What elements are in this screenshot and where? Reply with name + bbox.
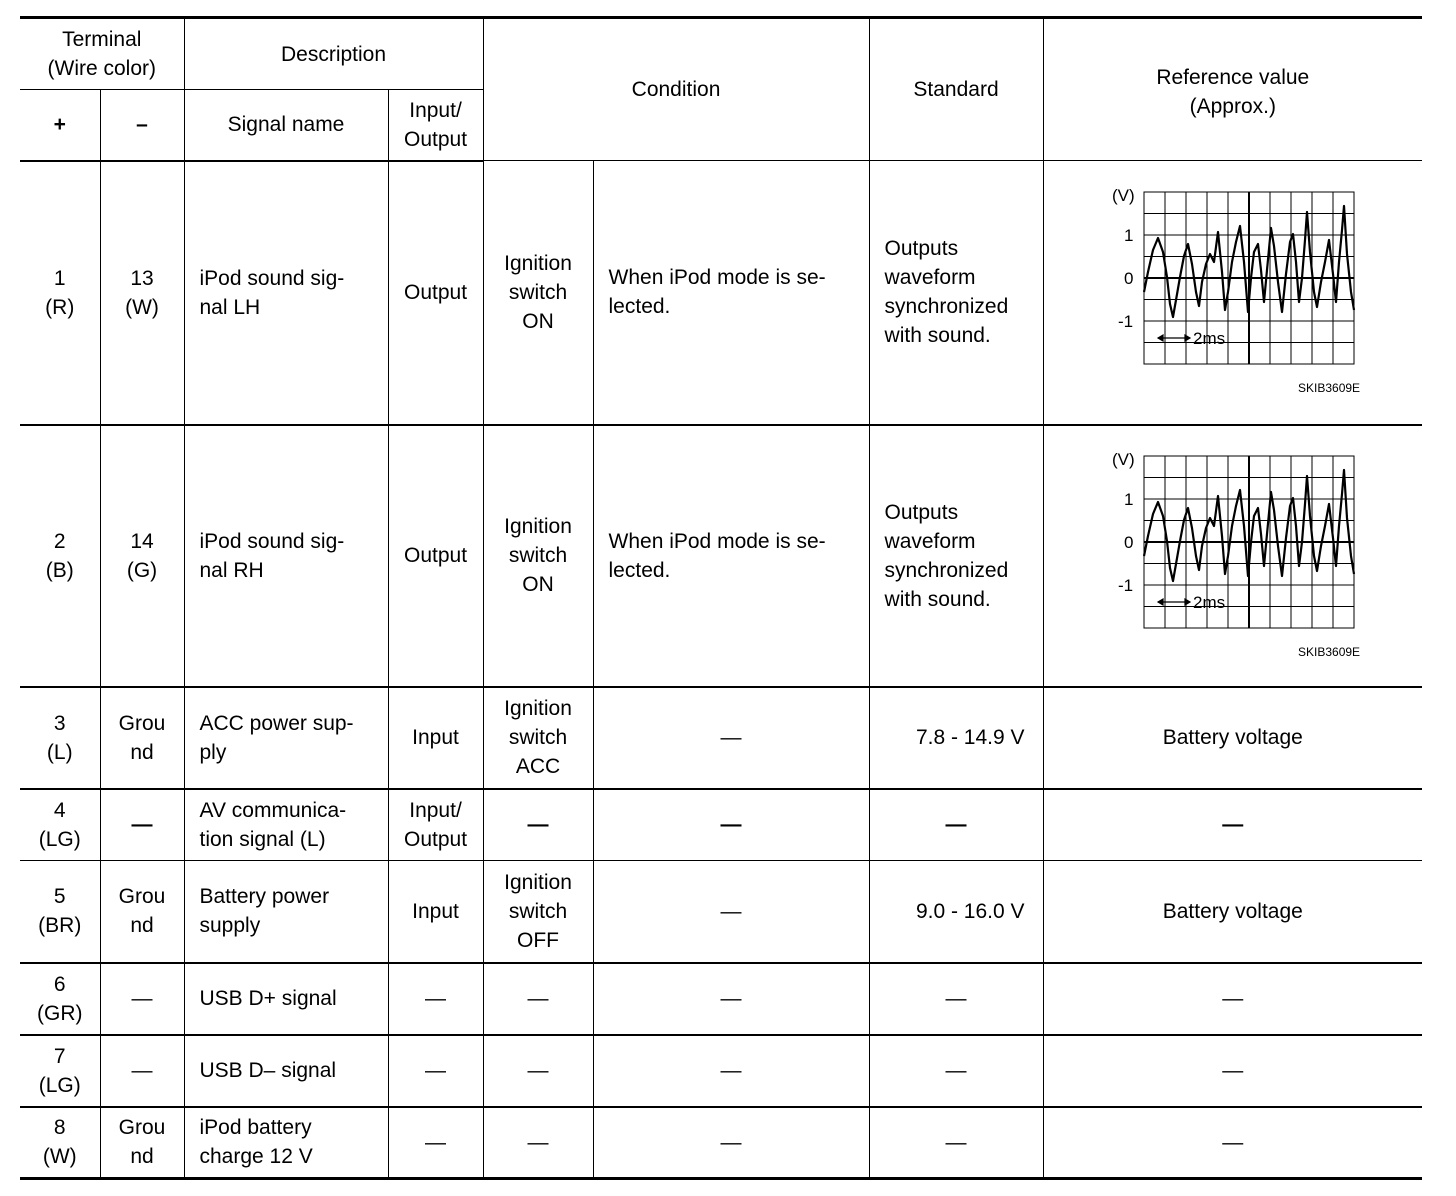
waveform-graph — [1098, 182, 1368, 402]
signal-name: ACC power sup- ply — [184, 687, 388, 789]
table-row — [20, 789, 1422, 861]
input-output: Input — [388, 687, 483, 789]
input-output: Input/ Output — [388, 789, 483, 861]
table-row — [20, 161, 1422, 425]
reference-value: — — [1043, 963, 1422, 1035]
header-reference: Reference value (Approx.) — [1043, 18, 1422, 161]
waveform-graph — [1098, 446, 1368, 666]
reference-value: — — [1043, 1107, 1422, 1179]
reference-value: — — [1043, 789, 1422, 861]
condition-switch: — — [483, 789, 593, 861]
table-row — [20, 687, 1422, 789]
waveform-tick-1: 1 — [1123, 226, 1134, 246]
input-output: — — [388, 1107, 483, 1179]
header-input-output: Input/ Output — [388, 90, 483, 161]
terminal-minus: — — [100, 1035, 184, 1107]
standard-value: 9.0 - 16.0 V — [869, 861, 1043, 963]
terminal-plus: 7 (LG) — [20, 1035, 100, 1107]
waveform-tick-minus1: -1 — [1117, 575, 1133, 595]
condition-detail: — — [593, 1035, 869, 1107]
input-output: — — [388, 963, 483, 1035]
terminal-minus: — — [100, 789, 184, 861]
terminal-minus: Grou nd — [100, 861, 184, 963]
input-output: Output — [388, 161, 483, 425]
terminal-plus: 1 (R) — [20, 161, 100, 425]
figure-code: SKIB3609E — [1297, 644, 1360, 659]
waveform-tick-0: 0 — [1123, 269, 1134, 289]
condition-detail: — — [593, 687, 869, 789]
signal-name: iPod sound sig- nal LH — [184, 161, 388, 425]
input-output: — — [388, 1035, 483, 1107]
terminal-minus: 14 (G) — [100, 425, 184, 687]
terminal-plus: 5 (BR) — [20, 861, 100, 963]
waveform-period-label: 2ms — [1192, 592, 1225, 612]
terminal-plus: 2 (B) — [20, 425, 100, 687]
reference-waveform — [1043, 425, 1422, 687]
terminal-plus: 3 (L) — [20, 687, 100, 789]
table-row — [20, 1035, 1422, 1107]
table-row — [20, 425, 1422, 687]
waveform-unit-label: (V) — [1111, 449, 1135, 469]
signal-name: Battery power supply — [184, 861, 388, 963]
condition-detail: — — [593, 1107, 869, 1179]
header-plus: + — [20, 90, 100, 161]
waveform-tick-0: 0 — [1123, 532, 1134, 552]
reference-waveform — [1043, 161, 1422, 425]
terminal-minus: — — [100, 963, 184, 1035]
reference-value: — — [1043, 1035, 1422, 1107]
signal-name: USB D+ signal — [184, 963, 388, 1035]
table-row — [20, 963, 1422, 1035]
standard-value: — — [869, 789, 1043, 861]
signal-name: iPod sound sig- nal RH — [184, 425, 388, 687]
condition-detail: — — [593, 861, 869, 963]
condition-switch: — — [483, 1035, 593, 1107]
waveform-tick-minus1: -1 — [1117, 312, 1133, 332]
condition-switch: Ignition switch OFF — [483, 861, 593, 963]
standard-value: — — [869, 963, 1043, 1035]
figure-code: SKIB3609E — [1297, 381, 1360, 396]
terminal-plus: 6 (GR) — [20, 963, 100, 1035]
standard-value: — — [869, 1035, 1043, 1107]
header-description: Description — [184, 18, 483, 90]
terminal-spec-table — [20, 16, 1422, 1180]
waveform-tick-1: 1 — [1123, 489, 1134, 509]
input-output: Output — [388, 425, 483, 687]
terminal-plus: 4 (LG) — [20, 789, 100, 861]
terminal-plus: 8 (W) — [20, 1107, 100, 1179]
condition-detail: — — [593, 789, 869, 861]
condition-detail: — — [593, 963, 869, 1035]
signal-name: AV communica- tion signal (L) — [184, 789, 388, 861]
standard-value: Outputs waveform synchronized with sound. — [869, 425, 1043, 687]
input-output: Input — [388, 861, 483, 963]
header-condition: Condition — [483, 18, 869, 161]
standard-value: — — [869, 1107, 1043, 1179]
condition-switch: Ignition switch ON — [483, 425, 593, 687]
table-row — [20, 1107, 1422, 1179]
terminal-minus: Grou nd — [100, 687, 184, 789]
waveform-unit-label: (V) — [1111, 186, 1135, 206]
header-signal-name: Signal name — [184, 90, 388, 161]
signal-name: USB D– signal — [184, 1035, 388, 1107]
condition-switch: Ignition switch ACC — [483, 687, 593, 789]
condition-detail: When iPod mode is se- lected. — [593, 425, 869, 687]
waveform-period-label: 2ms — [1192, 329, 1225, 349]
standard-value: 7.8 - 14.9 V — [869, 687, 1043, 789]
standard-value: Outputs waveform synchronized with sound. — [869, 161, 1043, 425]
signal-name: iPod battery charge 12 V — [184, 1107, 388, 1179]
header-standard: Standard — [869, 18, 1043, 161]
condition-switch: Ignition switch ON — [483, 161, 593, 425]
header-minus: – — [100, 90, 184, 161]
terminal-minus: 13 (W) — [100, 161, 184, 425]
terminal-minus: Grou nd — [100, 1107, 184, 1179]
reference-value: Battery voltage — [1043, 861, 1422, 963]
condition-switch: — — [483, 1107, 593, 1179]
reference-value: Battery voltage — [1043, 687, 1422, 789]
condition-switch: — — [483, 963, 593, 1035]
header-terminal: Terminal (Wire color) — [20, 18, 184, 90]
condition-detail: When iPod mode is se- lected. — [593, 161, 869, 425]
table-row — [20, 861, 1422, 963]
